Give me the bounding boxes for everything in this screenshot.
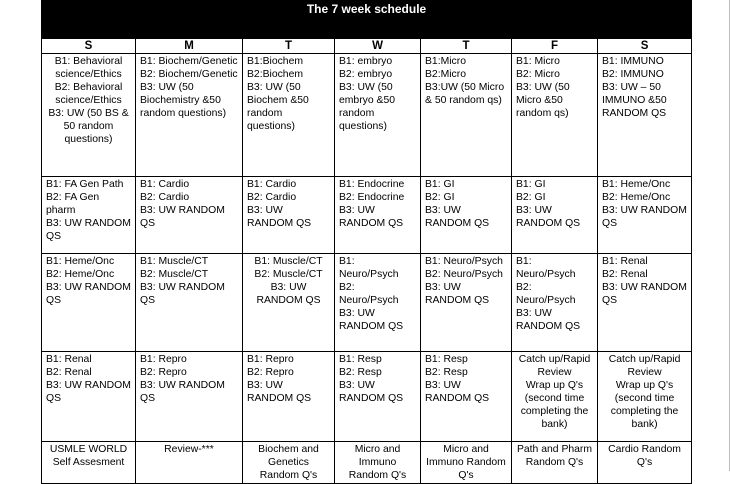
day-header-mon: M	[136, 39, 243, 54]
cell-text: B1: Endocrine B2: Endocrine B3: UW RANDOM QS	[339, 179, 405, 229]
schedule-cell	[421, 254, 512, 352]
day-header-wed: W	[335, 39, 421, 54]
schedule-cell	[421, 54, 512, 177]
cell-text: Cardio Random Q's	[608, 444, 681, 468]
cell-text: B1: Resp B2: Resp B3: UW RANDOM QS	[339, 354, 404, 404]
schedule-title	[42, 1, 692, 39]
schedule-cell	[136, 177, 243, 254]
schedule-cell	[335, 254, 421, 352]
day-header-sat: S	[598, 39, 692, 54]
schedule-cell	[421, 177, 512, 254]
schedule-cell	[335, 54, 421, 177]
day-header-tue: T	[243, 39, 335, 54]
cell-text: B1: Repro B2: Repro B3: UW RANDOM QS	[247, 354, 312, 404]
day-header-fri: F	[512, 39, 598, 54]
cell-text: B1: GI B2: GI B3: UW RANDOM QS	[425, 179, 490, 229]
day-header-row	[42, 39, 692, 54]
schedule-cell	[243, 442, 335, 484]
week-row-4	[42, 352, 692, 442]
week-row-3	[42, 254, 692, 352]
schedule-cell	[243, 352, 335, 442]
cell-text: B1: Cardio B2: Cardio B3: UW RANDOM QS	[140, 179, 225, 229]
cell-text: B1: Renal B2: Renal B3: UW RANDOM QS	[602, 256, 687, 306]
schedule-body	[42, 54, 692, 484]
cell-text: B1: GI B2: GI B3: UW RANDOM QS	[516, 179, 581, 229]
schedule-cell	[598, 54, 692, 177]
cell-text: Catch up/Rapid Review Wrap up Q's (second time completing the bank)	[518, 354, 591, 430]
week-row-1	[42, 54, 692, 177]
cell-text: B1: Heme/Onc B2: Heme/Onc B3: UW RANDOM QS	[46, 256, 131, 306]
cell-text: B1: Repro B2: Repro B3: UW RANDOM QS	[140, 354, 225, 404]
cell-text: B1: Renal B2: Renal B3: UW RANDOM QS	[46, 354, 131, 404]
schedule-cell	[42, 54, 136, 177]
schedule-cell	[512, 177, 598, 254]
schedule-cell	[512, 442, 598, 484]
cell-text: B1: Behavioral science/Ethics B2: Behavioral science/Ethics B3: UW (50 BS & 50 random questions)	[48, 56, 129, 145]
cell-text: B1: Biochem/Genetic B2: Biochem/Genetic B3: UW (50 Biochemistry &50 random questions)	[140, 56, 238, 119]
week-row-2	[42, 177, 692, 254]
schedule-cell	[598, 442, 692, 484]
cell-text: B1: Cardio B2: Cardio B3: UW RANDOM QS	[247, 179, 312, 229]
schedule-cell	[598, 254, 692, 352]
cell-text: Catch up/Rapid Review Wrap up Q's (second time completing the bank)	[608, 354, 681, 430]
cell-text: B1: Resp B2: Resp B3: UW RANDOM QS	[425, 354, 490, 404]
cell-text: B1:Biochem B2:Biochem B3: UW (50 Biochem &50 random questions)	[247, 56, 309, 132]
cell-text: Path and Pharm Random Q's	[516, 444, 593, 468]
schedule-cell	[136, 254, 243, 352]
cell-text: B1: Micro B2: Micro B3: UW (50 Micro &50 random qs)	[516, 56, 570, 119]
cell-text: Biochem and Genetics Random Q's	[258, 444, 319, 481]
schedule-cell	[42, 177, 136, 254]
schedule-cell	[42, 254, 136, 352]
cell-text: B1: Heme/Onc B2: Heme/Onc B3: UW RANDOM QS	[602, 179, 687, 229]
schedule-cell	[136, 352, 243, 442]
schedule-cell	[598, 177, 692, 254]
schedule-cell	[335, 177, 421, 254]
schedule-cell	[243, 177, 335, 254]
cell-text: B1: Neuro/Psych B2: Neuro/Psych B3: UW RANDOM QS	[339, 256, 404, 332]
cell-text: USMLE WORLD Self Assesment	[49, 444, 128, 468]
schedule-cell	[421, 442, 512, 484]
cell-text: B1: Neuro/Psych B2: Neuro/Psych B3: UW RANDOM QS	[516, 256, 581, 332]
schedule-cell	[598, 352, 692, 442]
week-row-5	[42, 442, 692, 484]
schedule-title-text: The 7 week schedule	[306, 2, 427, 16]
schedule-cell	[512, 254, 598, 352]
schedule-cell	[421, 352, 512, 442]
schedule-cell	[335, 352, 421, 442]
cell-text: B1:Micro B2:Micro B3:UW (50 Micro & 50 random qs)	[425, 56, 505, 106]
cell-text: Micro and Immuno Random Q's	[426, 444, 506, 481]
schedule-cell	[42, 442, 136, 484]
cell-text: B1: embryo B2: embryo B3: UW (50 embryo &50 random questions)	[339, 56, 396, 132]
cell-text: B1: Muscle/CT B2: Muscle/CT B3: UW RANDOM QS	[254, 256, 323, 306]
schedule-cell	[243, 254, 335, 352]
day-header-thu: T	[421, 39, 512, 54]
schedule-cell	[512, 352, 598, 442]
cell-text: B1: Neuro/Psych B2: Neuro/Psych B3: UW RANDOM QS	[425, 256, 503, 306]
cell-text: B1: FA Gen Path B2: FA Gen pharm B3: UW RANDOM QS	[46, 179, 131, 242]
cell-text: Review-***	[164, 444, 214, 455]
schedule-cell	[42, 352, 136, 442]
cell-text: Micro and Immuno Random Q's	[348, 444, 407, 481]
day-header-sun: S	[42, 39, 136, 54]
cell-text: B1: IMMUNO B2: IMMUNO B3: UW – 50 IMMUNO &50 RANDOM QS	[602, 56, 667, 119]
schedule-cell	[136, 54, 243, 177]
schedule-cell	[136, 442, 243, 484]
cell-text: B1: Muscle/CT B2: Muscle/CT B3: UW RANDOM QS	[140, 256, 225, 306]
schedule-table	[41, 0, 692, 484]
schedule-cell	[512, 54, 598, 177]
schedule-cell	[243, 54, 335, 177]
schedule-cell	[335, 442, 421, 484]
